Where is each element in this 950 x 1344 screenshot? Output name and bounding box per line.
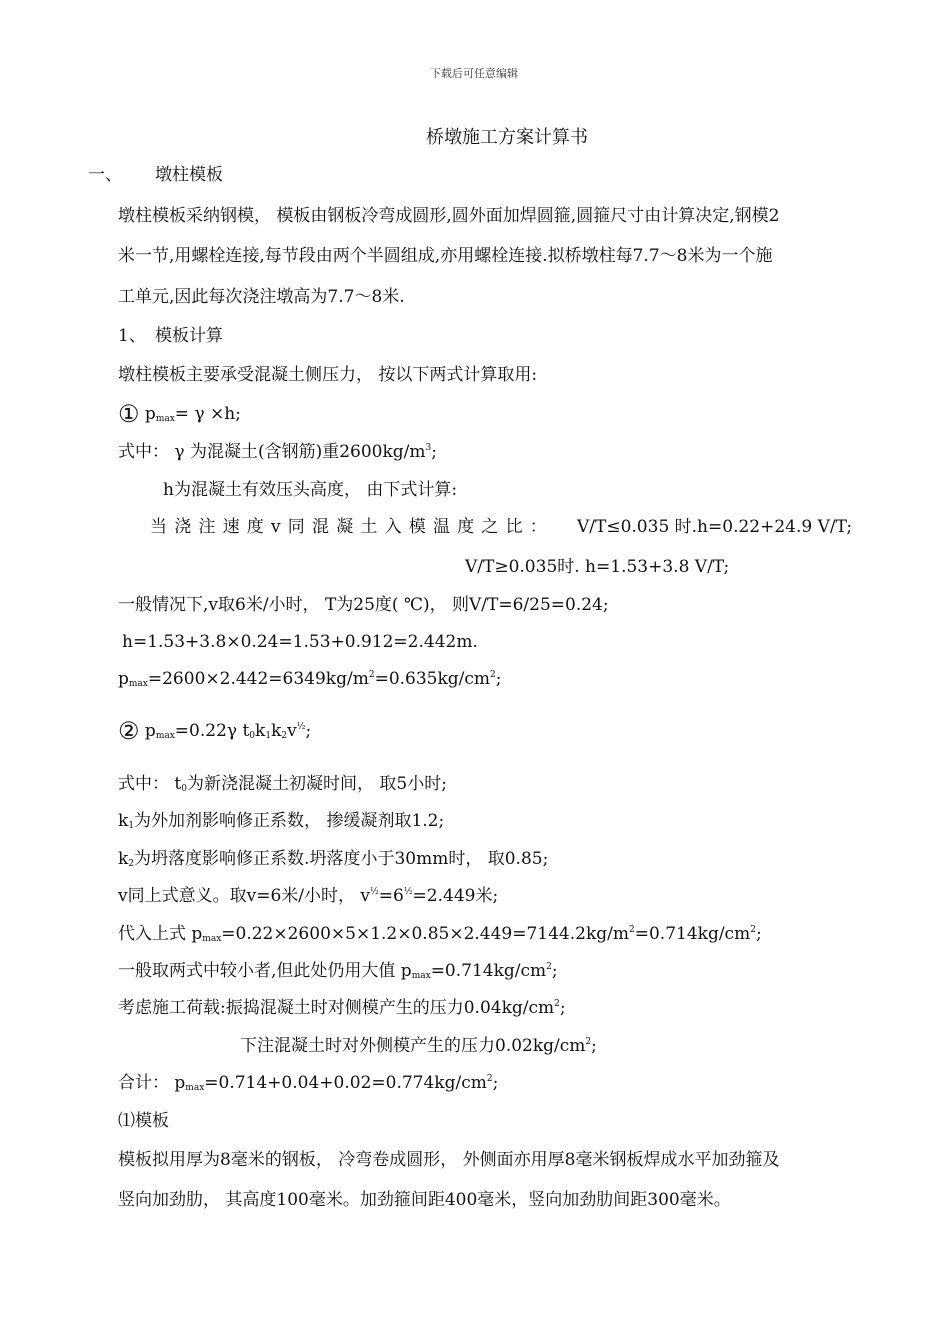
- text-span: ;: [431, 442, 437, 462]
- text-span: =0.714+0.04+0.02=0.774kg/cm: [204, 1073, 487, 1093]
- subscript: max: [155, 731, 175, 741]
- text-line: [118, 848, 548, 870]
- text-span: 代入上式 p: [118, 924, 203, 944]
- formula-text: V/T≤0.035 时.h=0.22+24.9 V/T;: [577, 517, 853, 537]
- text-span: ;: [591, 1036, 597, 1056]
- formula-symbol: p: [144, 404, 156, 424]
- text-span: k: [271, 721, 282, 741]
- subscript: 1: [265, 731, 272, 741]
- text-line: 竖向加劲肋， 其高度100毫米。加劲箍间距400毫米，竖向加劲肋间距300毫米。: [118, 1190, 731, 1210]
- superscript: 2: [546, 962, 552, 972]
- text-span: 式中： t: [118, 774, 182, 794]
- superscript: 2: [554, 999, 560, 1009]
- section-heading: 墩柱模板: [155, 165, 223, 185]
- superscript: ½: [296, 722, 306, 732]
- text-span: =0.22γ t: [174, 721, 250, 741]
- text-span: =0.714kg/cm: [634, 924, 751, 944]
- formula-symbol: p: [118, 669, 129, 689]
- text-line: [118, 810, 444, 832]
- superscript: ½: [403, 887, 413, 897]
- text-line: [240, 1035, 597, 1057]
- text-line: [118, 441, 437, 463]
- text-span: k: [118, 849, 129, 869]
- formula-2: [118, 718, 311, 744]
- page-header: 下载后可任意编辑: [430, 67, 518, 80]
- formula-symbol: p: [144, 721, 156, 741]
- text-span: v: [287, 721, 297, 741]
- formula-text: [118, 668, 502, 690]
- subscript: max: [155, 414, 175, 424]
- superscript: 2: [585, 1037, 592, 1047]
- document-title: 桥墩施工方案计算书: [426, 127, 588, 148]
- formula-text: h=1.53+3.8×0.24=1.53+0.912=2.442m.: [122, 632, 478, 652]
- text-line-justified: 当浇注速度v同混凝土入模温度之比：: [150, 517, 555, 537]
- intro-line-2: 米一节,用螺栓连接,每节段由两个半圆组成,亦用螺栓连接.拟桥墩柱每7.7～8米为一个施: [118, 246, 773, 266]
- text-span: =6: [378, 886, 404, 906]
- circled-number-2: ②: [118, 717, 140, 745]
- text-span: ;: [495, 669, 502, 689]
- text-line: [118, 923, 762, 945]
- subscript: max: [185, 1083, 205, 1093]
- text-line: [118, 1072, 498, 1094]
- intro-line-1: 墩柱模板采纳钢模， 模板由钢板冷弯成圆形,圆外面加焊圆箍,圆箍尺寸由计算决定,钢模2: [118, 206, 780, 226]
- subscript: 0: [181, 784, 187, 794]
- formula-text: = γ ×h;: [174, 404, 241, 424]
- text-line: [118, 960, 558, 982]
- subsection-heading: 模板计算: [155, 326, 223, 346]
- text-span: k: [118, 811, 129, 831]
- text-line: 模板拟用厚为8毫米的钢板， 冷弯卷成圆形， 外侧面亦用厚8毫米钢板焊成水平加劲箍及: [118, 1150, 780, 1170]
- text-span: ;: [305, 721, 312, 741]
- text-line: [118, 885, 498, 907]
- text-span: 为坍落度影响修正系数.坍落度小于30mm时， 取0.85;: [134, 849, 549, 869]
- superscript: 2: [368, 670, 375, 680]
- text-span: =2600×2.442=6349kg/m: [147, 669, 369, 689]
- text-line: 一般情况下,v取6米/小时， T为25度( ℃)， 则V/T=6/25=0.24;: [118, 595, 609, 615]
- subscript: max: [202, 934, 222, 944]
- text-span: =0.714kg/cm: [430, 961, 547, 981]
- text-span: ;: [755, 924, 762, 944]
- item-heading: ⑴模板: [118, 1111, 169, 1131]
- text-span: 合计： p: [118, 1073, 186, 1093]
- subscript: 0: [249, 731, 256, 741]
- superscript: 3: [425, 443, 432, 453]
- text-span: ;: [559, 998, 566, 1018]
- text-span: =0.635kg/cm: [374, 669, 491, 689]
- text-span: 为新浇混凝土初凝时间， 取5小时;: [186, 774, 447, 794]
- subscript: 2: [281, 731, 288, 741]
- text-line: [118, 997, 566, 1019]
- text-span: 下注混凝土时对外侧模产生的压力0.02kg/cm: [240, 1036, 586, 1056]
- subscript: max: [128, 679, 148, 689]
- text-span: 为外加剂影响修正系数， 掺缓凝剂取1.2;: [134, 811, 445, 831]
- formula-1: [118, 401, 241, 427]
- superscript: 2: [486, 1074, 493, 1084]
- section-number: 一、: [88, 165, 122, 185]
- superscript: 2: [750, 925, 756, 935]
- subsection-number: 1、: [118, 326, 146, 346]
- superscript: 2: [629, 925, 635, 935]
- text-span: v同上式意义。取v=6米/小时， v: [118, 886, 371, 906]
- text-line: h为混凝土有效压头高度， 由下式计算:: [163, 480, 458, 500]
- text-span: 一般取两式中较小者,但此处仍用大值 p: [118, 961, 412, 981]
- text-span: k: [255, 721, 266, 741]
- text-span: =2.449米;: [412, 886, 499, 906]
- text-span: =0.22×2600×5×1.2×0.85×2.449=7144.2kg/m: [221, 924, 629, 944]
- subscript: 1: [128, 821, 135, 831]
- text-span: ;: [551, 961, 558, 981]
- text-span: 式中： γ 为混凝土(含钢筋)重2600kg/m: [118, 442, 426, 462]
- superscript: ½: [370, 887, 379, 897]
- text-line: [118, 773, 447, 795]
- text-span: 考虑施工荷载:振捣混凝土时对侧模产生的压力0.04kg/cm: [118, 998, 555, 1018]
- text-line: 墩柱模板主要承受混凝土侧压力， 按以下两式计算取用:: [118, 365, 538, 385]
- superscript: 2: [490, 670, 496, 680]
- text-span: ;: [492, 1073, 499, 1093]
- subscript: 2: [128, 859, 135, 869]
- formula-text: V/T≥0.035时. h=1.53+3.8 V/T;: [465, 557, 730, 577]
- intro-line-3: 工单元,因此每次浇注墩高为7.7～8米.: [118, 287, 405, 307]
- circled-number-1: ①: [118, 400, 140, 428]
- subscript: max: [411, 971, 431, 981]
